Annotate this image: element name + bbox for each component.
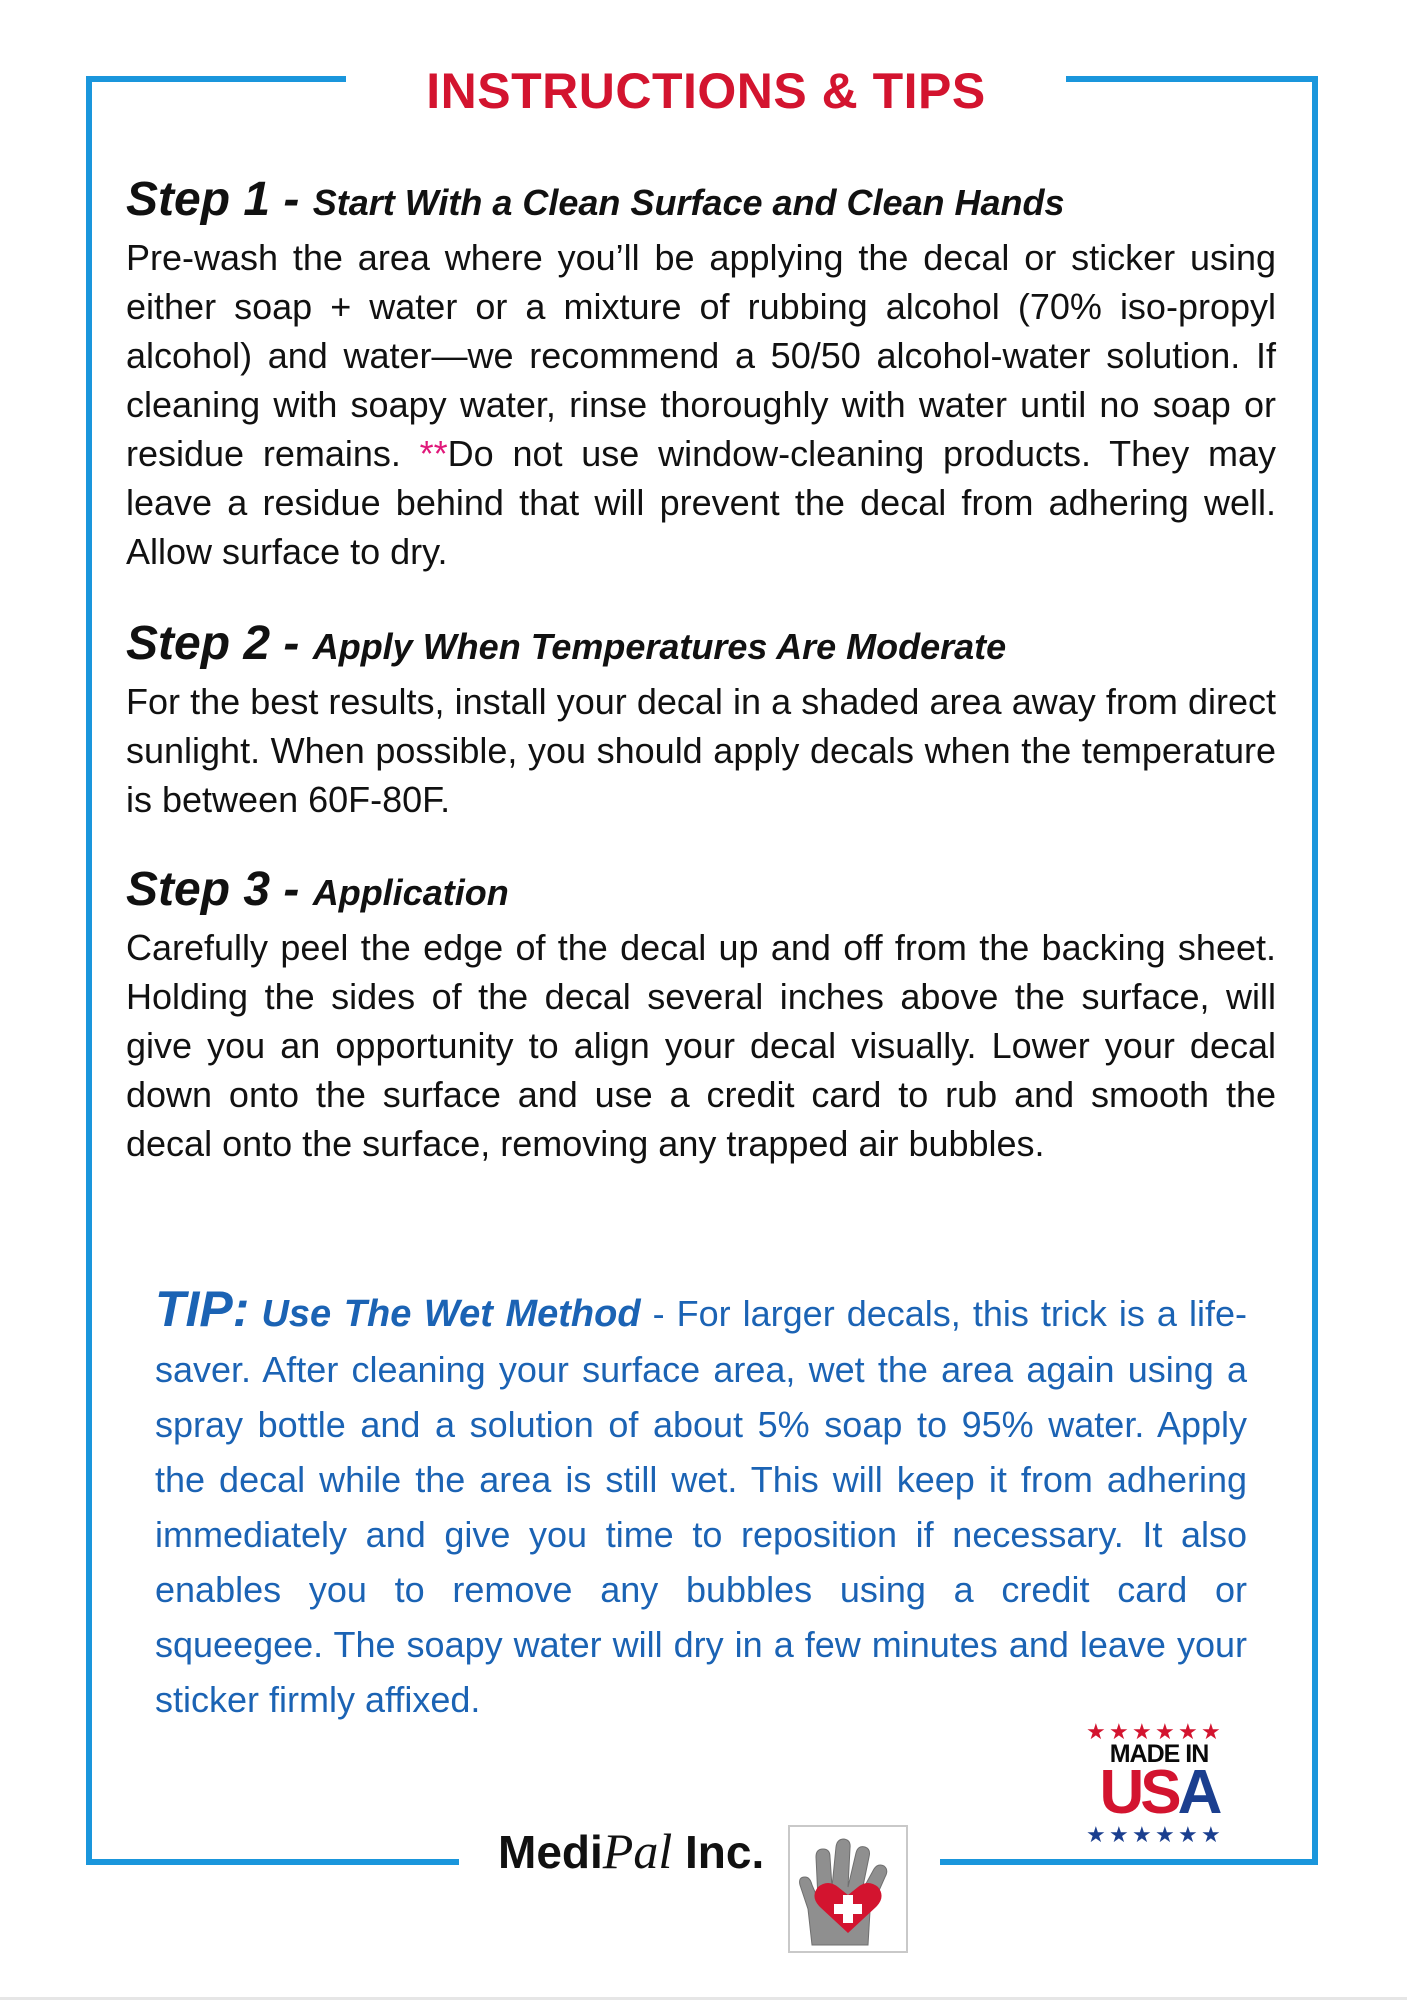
svg-text:★: ★ [1178,1823,1198,1844]
company-name-medi: Medi [498,1826,603,1878]
badge-made-in: MADE IN [1109,1740,1209,1768]
step-subtitle: Start With a Clean Surface and Clean Hands [312,182,1065,223]
step-separator: - [270,173,313,226]
svg-text:★: ★ [1109,1823,1129,1844]
svg-text:★: ★ [1132,1823,1152,1844]
page-title: INSTRUCTIONS & TIPS [426,63,986,119]
step-body-text: Pre-wash the area where you’ll be applying the decal or sticker using either soap + water or a mixture of rubbing alcohol (70% iso-propyl alcohol) and water—we recommend a 50/50 alcohol-water solution. If cleaning with soapy water, rinse thoroughly with water until no soap or residue remains. [126,237,1276,474]
step-number: Step 3 [126,863,271,916]
svg-text:★: ★ [1086,1720,1106,1745]
warning-marker: ** [419,433,448,474]
svg-text:★: ★ [1132,1720,1152,1745]
svg-text:★: ★ [1109,1720,1129,1745]
step-body [126,233,1276,576]
step-separator: - [270,863,313,916]
frame-top-left [86,76,346,82]
step-body: For the best results, install your decal in a shaded area away from direct sunlight. When possible, you should apply decals when the temperature is between 60F-80F. [126,681,1276,820]
tip-title: Use The Wet Method [261,1293,641,1335]
made-in-usa-badge [1082,1720,1236,1844]
svg-text:★: ★ [1155,1823,1175,1844]
step-1 [126,172,1276,576]
step-body: Carefully peel the edge of the decal up and off from the backing sheet. Holding the sides of the decal several inches above the surface, will give you an opportunity to align your decal visually. Lower your decal down onto the surface and use a credit card to rub and smooth the decal onto the surface, removing any trapped air bubbles. [126,927,1276,1164]
step-2 [126,616,1276,824]
tip-body: - For larger decals, this trick is a life-saver. After cleaning your surface area, wet the area again using a spray bottle and a solution of about 5% soap to 95% water. Apply the decal while the area is still wet. This will keep it from adhering immediately and give you time to reposition if necessary. It also enables you to remove any bubbles using a credit card or squeegee. The soapy water will dry in a few minutes and leave your sticker firmly affixed. [155,1293,1247,1720]
step-heading [126,862,1276,917]
company-name [498,1822,764,1880]
tip-label: TIP: [155,1281,250,1337]
badge-a: A [1177,1758,1219,1827]
svg-text:★: ★ [1201,1823,1221,1844]
company-name-pal: Pal [602,1823,673,1879]
svg-text:★: ★ [1178,1720,1198,1745]
frame-left [86,76,92,1865]
badge-usa [1082,1758,1236,1828]
company-name-inc: Inc. [672,1826,765,1878]
company-logo [788,1825,908,1953]
step-separator: - [270,617,313,670]
step-subtitle: Apply When Temperatures Are Moderate [312,626,1007,667]
svg-text:★: ★ [1086,1823,1106,1844]
step-number: Step 2 [126,617,271,670]
frame-bottom-left [86,1859,459,1865]
tip-block [155,1282,1247,1727]
svg-text:★: ★ [1201,1720,1221,1745]
frame-right [1312,76,1318,1865]
svg-text:★: ★ [1155,1720,1175,1745]
step-3 [126,862,1276,1168]
step-body-warning: Do not use window-cleaning products. They may leave a residue behind that will prevent the decal from adhering well. Allow surface to dry. [126,433,1276,572]
step-subtitle: Application [312,872,509,913]
step-heading [126,616,1276,671]
step-number: Step 1 [126,173,271,226]
frame-bottom-right [940,1859,1318,1865]
step-heading [126,172,1276,227]
hand-heart-icon [790,1827,906,1951]
frame-top-right [1066,76,1318,82]
badge-us: US [1099,1758,1178,1827]
